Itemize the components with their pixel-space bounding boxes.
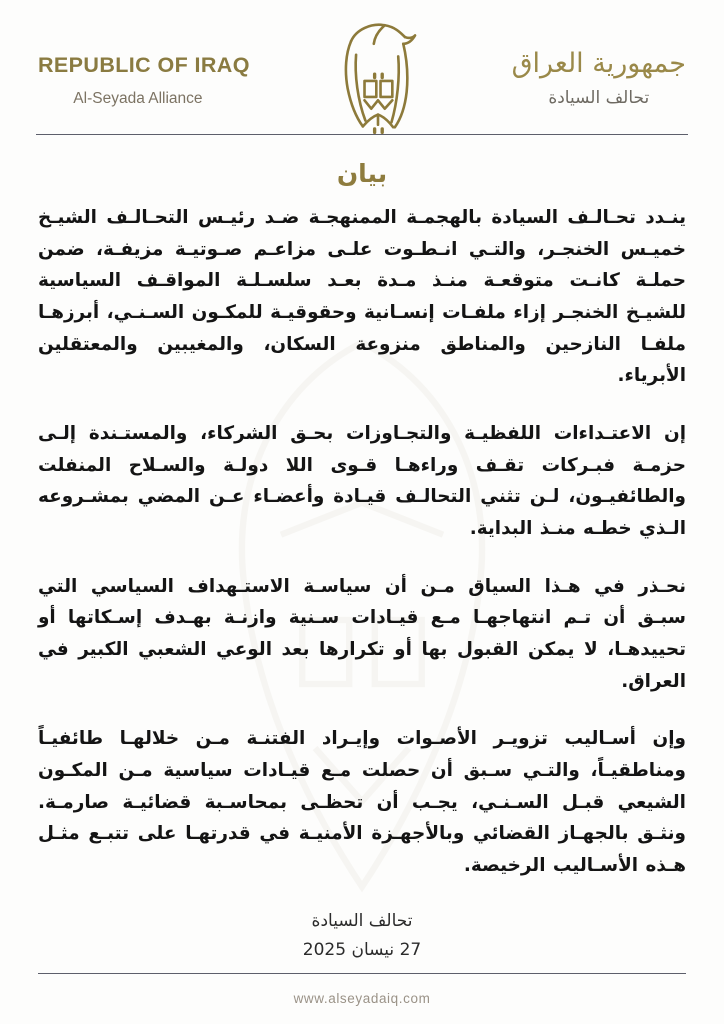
eagle-of-saladin-icon	[326, 16, 430, 134]
footer-website-url[interactable]: www.alseyadaiq.com	[293, 991, 431, 1006]
letterhead-arabic-block	[506, 41, 686, 109]
signature-date: 27 نيسان 2025	[302, 940, 422, 961]
footer	[34, 973, 690, 1024]
letterhead	[34, 0, 690, 120]
document-body	[34, 202, 690, 973]
letterhead-arabic-title: جمهورية العراق	[511, 48, 686, 80]
signature-block	[38, 907, 686, 965]
statement-paragraph: وإن أسـاليب تزويـر الأصـوات وإيـراد الفتنـة مـن خلالهـا طائفيـاً ومناطقيـاً، والتـي سـبق أن حصلت مـع قيـادات سياسية مـن المكـون الشيعي قبـل السـنـي، يجـب أن تحظـى بمحاسـبة قضائيـة صارمـة. ونثـق بالجهـاز القضائي وبالأجهـزة الأمنيـة في قدرتهـا على تتبـع مثـل هـذه الأسـاليب الرخيصة.	[38, 728, 686, 876]
statement-paragraph: إن الاعتـداءات اللفظيـة والتجـاوزات بحـق الشركاء، والمستـندة إلـى حزمـة فبـركات تقـف وراءهـا قـوى اللا دولـة والسـلاح المنفلت والطائفيـون، لـن تثني التحالـف قيـادة وأعضـاء عـن المضي بمشـروعه الـذي خطـه منـذ البداية.	[38, 422, 686, 539]
letterhead-english-title: REPUBLIC OF IRAQ	[38, 53, 250, 78]
letterhead-arabic-subtitle: تحالف السيادة	[548, 87, 650, 108]
statement-paragraph: نحـذر في هـذا السياق مـن أن سياسـة الاستـهداف السياسي التي سبـق أن تـم انتهاجهـا مـع قيـادات سـنية وازنـة بهـدف إسـكاتها أو تحييدهـا، لا يمكن القبول بها أو تكرارها بعد الوعي الشعبي الكبير في العراق.	[38, 575, 686, 692]
letterhead-english-subtitle: Al-Seyada Alliance	[73, 89, 203, 107]
letterhead-english-block	[38, 42, 250, 108]
statement-paragraph: ينـدد تحـالـف السيادة بالهجمـة الممنهجـة ضـد رئيـس التحـالـف الشيـخ خميـس الخنجـر، والتـي انـطـوت علـى مزاعـم صـوتيـة مزيفـة، ضمن حملـة كانـت متوقعـة منـذ مـدة بعـد سلسـلـة المواقـف السياسية للشيـخ الخنجـر إزاء ملفـات إنسـانية وحقوقيـة للمكـون السـنـي، أبرزهـا ملفـا النازحين والمناطق منزوعة السكان، والمغيبين والمعتقلين الأبرياء.	[38, 207, 686, 387]
signature-name: تحالف السيادة	[311, 911, 413, 932]
header-divider	[36, 134, 688, 135]
document-title: بيان	[336, 159, 388, 188]
